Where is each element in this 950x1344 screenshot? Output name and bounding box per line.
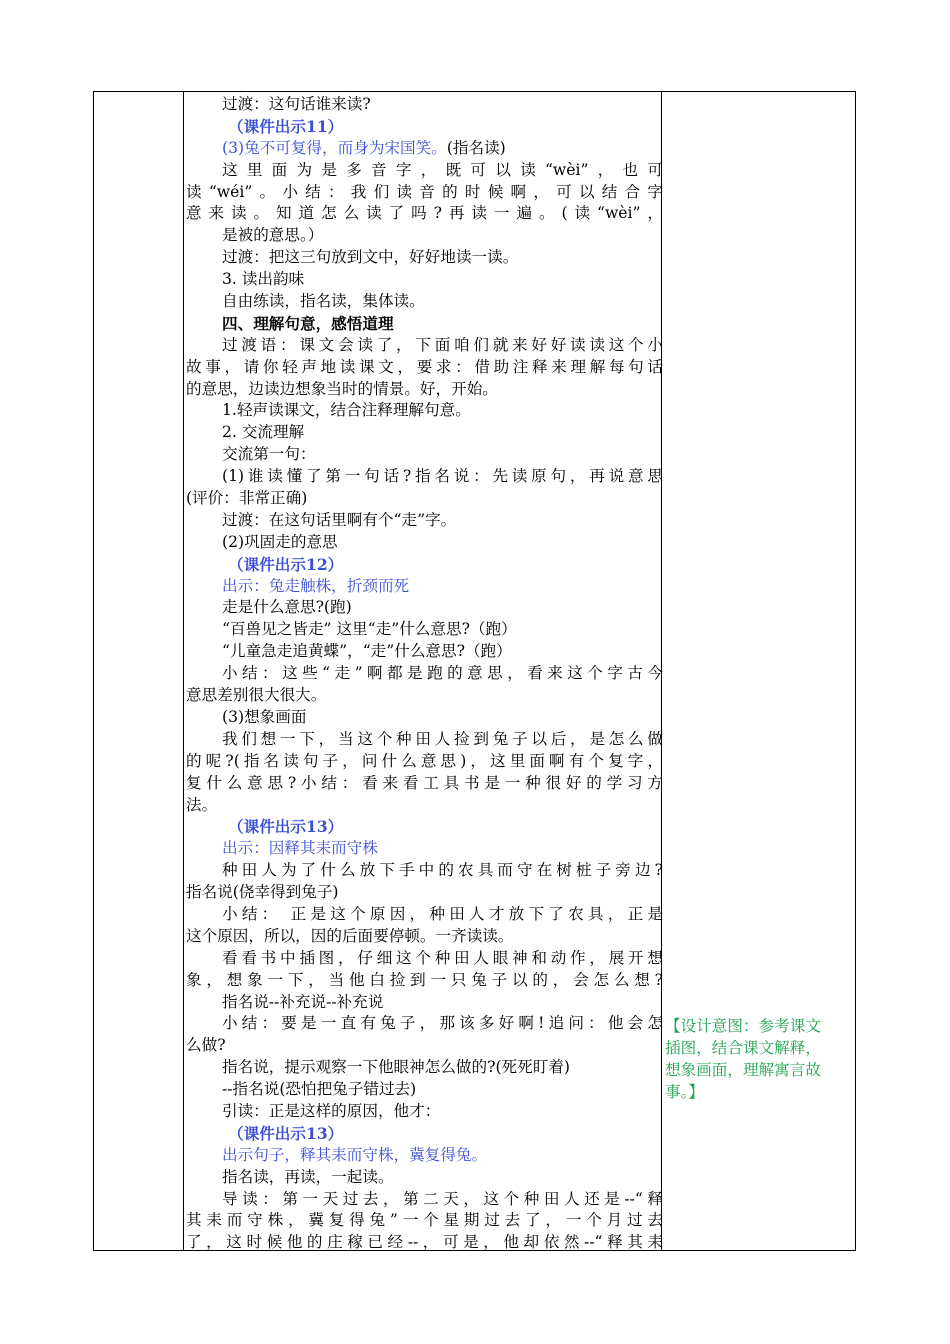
- lesson-line: 意来读。知道怎么读了吗?再读一遍。(读“wèi”，: [186, 204, 663, 223]
- lesson-line: 出示句子，释其耒而守株，冀复得兔。: [222, 1145, 488, 1164]
- lesson-line: 2. 交流理解: [222, 423, 305, 442]
- lesson-line: 的意思，边读边想象当时的情景。好，开始。: [186, 379, 498, 398]
- lesson-line: 1.轻声读课文，结合注释理解句意。: [222, 401, 471, 420]
- lesson-line: 交流第一句：: [222, 445, 316, 464]
- lesson-line: 小结：这些“走”啊都是跑的意思，看来这个字古今: [222, 664, 663, 683]
- lesson-line: 是被的意思。）: [222, 226, 324, 245]
- lesson-line: （课件出示13）: [228, 817, 344, 837]
- lesson-line: 的呢?(指名读句子，问什么意思)，这里面啊有个复字，: [186, 751, 663, 770]
- lesson-line: 看看书中插图，仔细这个种田人眼神和动作，展开想: [222, 948, 663, 967]
- lesson-line: (3)想象画面: [222, 707, 307, 726]
- lesson-table: [93, 91, 856, 1251]
- lesson-line: 出示：兔走触株，折颈而死: [222, 576, 410, 595]
- lesson-line: [186, 138, 663, 160]
- lesson-line: 指名说(侥幸得到兔子): [186, 883, 339, 902]
- lesson-line: 导读：第一天过去，第二天，这个种田人还是--“释: [222, 1189, 663, 1208]
- highlighted-text: (3)兔不可复得，而身为宋国笑。: [222, 138, 447, 157]
- lesson-line: 小结： 正是这个原因，种田人才放下了农具，正是: [222, 904, 663, 923]
- column-divider-left: [183, 92, 184, 1250]
- lesson-line: 象，想象一下，当他白捡到一只兔子以的，会怎么想?: [186, 970, 663, 989]
- lesson-line: 走是什么意思?(跑): [222, 598, 352, 617]
- design-note-line: 想象画面，理解寓言故: [665, 1060, 821, 1079]
- design-note-line: 插图，结合课文解释，: [665, 1038, 821, 1057]
- lesson-line: 四、理解句意，感悟道理: [222, 313, 394, 333]
- lesson-line: 过渡：这句话谁来读?: [222, 95, 371, 113]
- lesson-line: 了，这时候他的庄稼已经--，可是，他却依然--“释其耒: [186, 1233, 663, 1252]
- lesson-line: 指名说--补充说--补充说: [222, 992, 384, 1011]
- lesson-line: （课件出示11）: [228, 116, 344, 136]
- design-note-line: 【设计意图：参考课文: [665, 1017, 821, 1035]
- lesson-line: 这个原因，所以，因的后面要停顿。一齐读读。: [186, 926, 514, 945]
- lesson-line: 这里面为是多音字，既可以读“wèi”，也可: [222, 160, 663, 179]
- lesson-line: “儿童急走追黄蝶”，“走”什么意思?（跑）: [222, 642, 512, 661]
- lesson-line: 过渡：在这句话里啊有个“走”字。: [222, 510, 457, 529]
- lesson-line: 3. 读出韵味: [222, 270, 305, 289]
- lesson-line: （课件出示13）: [228, 1123, 344, 1143]
- lesson-line: 读“wéi”。小结：我们读音的时候啊，可以结合字: [186, 182, 663, 201]
- lesson-line: 么做?: [186, 1036, 226, 1055]
- lesson-line: 我们想一下，当这个种田人捡到兔子以后，是怎么做: [222, 729, 663, 748]
- lesson-line: 意思差别很大很大。: [186, 686, 327, 705]
- lesson-line: 法。: [186, 795, 218, 814]
- lesson-line: 故事，请你轻声地读课文，要求：借助注释来理解每句话: [186, 357, 663, 376]
- lesson-line: (1)谁读懂了第一句话?指名说：先读原句，再说意思: [222, 467, 663, 486]
- design-note: [665, 1016, 855, 1104]
- lesson-line: 其耒而守株，冀复得兔”一个星期过去了，一个月过去: [186, 1211, 663, 1230]
- lesson-line: 小结：要是一直有兔子，那该多好啊!追问：他会怎: [222, 1014, 663, 1033]
- lesson-line: 种田人为了什么放下手中的农具而守在树桩子旁边?: [222, 861, 663, 880]
- lesson-line: 自由练读，指名读，集体读。: [222, 292, 425, 311]
- lesson-line: 复什么意思?小结：看来看工具书是一种很好的学习方: [186, 773, 663, 792]
- lesson-line: (评价：非常正确): [186, 489, 308, 508]
- lesson-line: (2)巩固走的意思: [222, 532, 338, 551]
- lesson-line: 过渡：把这三句放到文中，好好地读一读。: [222, 248, 519, 267]
- lesson-line: 指名说，提示观察一下他眼神怎么做的?(死死盯着): [222, 1058, 570, 1077]
- lesson-line: 过渡语：课文会读了，下面咱们就来好好读读这个小: [222, 335, 663, 354]
- lesson-line: --指名说(恐怕把兔子错过去): [222, 1080, 417, 1099]
- lesson-line: 指名读，再读，一起读。: [222, 1167, 394, 1186]
- lesson-line: 出示：因释其耒而守株: [222, 839, 378, 858]
- design-note-line: 事。】: [665, 1082, 704, 1101]
- lesson-content-column: [186, 94, 663, 1254]
- plain-text: (指名读): [446, 138, 506, 157]
- lesson-line: （课件出示12）: [228, 554, 344, 574]
- lesson-line: 引读：正是这样的原因，他才：: [222, 1101, 441, 1120]
- lesson-line: “百兽见之皆走” 这里“走”什么意思?（跑）: [222, 620, 517, 639]
